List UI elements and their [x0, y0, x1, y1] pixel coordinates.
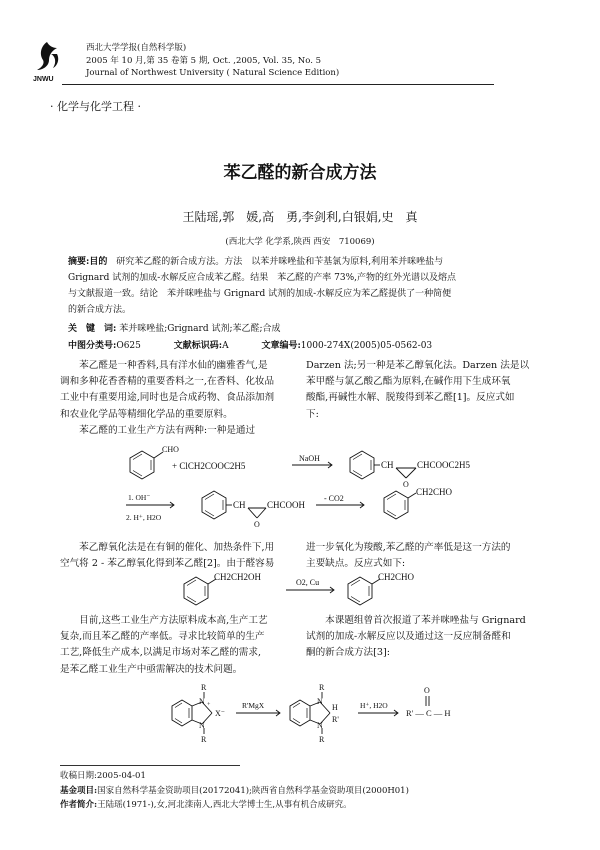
text-line: 目前,这些工业生产方法原料成本高,生产工艺 [60, 615, 268, 626]
scheme-benzimidazolium [130, 680, 470, 752]
author-line [60, 798, 550, 813]
section-label: · 化学与化学工程 · [50, 100, 141, 113]
scheme3-x-minus: X⁻ [215, 709, 225, 718]
abstract-line-3: 与文献报道一致。结论 苯并咪唑盐与 Grignard 试剂的加成-水解反应为苯乙醛提供了一种简便 [68, 289, 452, 299]
scheme-darzen [60, 440, 540, 540]
journal-line-2: 2005 年 10 月,第 35 卷第 5 期, Oct. ,2005, Vol. 35, No. 5 [86, 56, 322, 66]
scheme1-reagent: + ClCH2COOC2H5 [172, 461, 246, 471]
scheme1-prod1-ester: CHCOOC2H5 [417, 460, 471, 470]
author-text: 王陆瑶(1971-),女,河北滦南人,西北大学博士生,从事有机合成研究。 [97, 800, 352, 810]
text-line: 和农业化学品等精细化学品的重要原料。 [60, 408, 233, 420]
abstract-text-1: 研究苯乙醛的新合成方法。方法 以苯并咪唑盐和苄基氯为原料,利用苯并咪唑盐与 [116, 257, 444, 267]
scheme2-product: CH2CHO [378, 572, 415, 582]
scheme3-n-top-1: N [199, 697, 205, 706]
left-column-1 [60, 358, 298, 439]
right-column-3 [306, 613, 546, 662]
right-column-1 [306, 358, 546, 423]
text-line: 工业中有重要用途,同时也是合成药物、食品添加剂 [60, 392, 275, 404]
fund-text: 国家自然科学基金资助项目(20172041);陕西省自然科学基金资助项目(2000H01) [97, 785, 409, 796]
scheme1-naoh: NaOH [299, 454, 320, 463]
author-label: 作者简介: [60, 800, 98, 810]
scheme3-n-bot-2: N [317, 721, 323, 730]
logo-text: JNWU [33, 76, 54, 83]
scheme1-step1: 1. OH⁻ [128, 493, 151, 502]
scheme3-prod-r: R' — C — H [406, 708, 451, 718]
logo-emblem [33, 40, 63, 74]
journal-line-1: 西北大学学报(自然科学版) [86, 43, 187, 53]
abstract-line-1 [68, 254, 538, 270]
authors: 王陆瑶,郭 媛,高 勇,李剑利,白银娟,史 真 [182, 210, 418, 224]
scheme3-n-bot-1: N [199, 721, 205, 730]
footnote-rule [60, 765, 240, 766]
scheme1-o-1: O [403, 480, 409, 489]
abstract-line-4: 的新合成方法。 [68, 305, 132, 315]
article-no-value: 1000-274X(2005)05-0562-03 [300, 341, 433, 351]
fund-label: 基金项目: [60, 785, 98, 796]
doc-code-label: 文献标识码: [173, 341, 223, 351]
left-column-3 [60, 613, 298, 678]
journal-logo [33, 40, 63, 83]
header-rule [62, 84, 494, 85]
scheme3-hydrolysis: H⁺, H2O [360, 701, 388, 710]
abstract [68, 254, 538, 318]
scheme2-reagent: O2, Cu [296, 578, 320, 587]
scheme3-grignard: R'MgX [242, 701, 265, 710]
abstract-line-2: Grignard 试剂的加成-水解反应合成苯乙醛。结果 苯乙醛的产率 73%,产物的红外光谱以及熔点 [68, 273, 456, 283]
scheme3-r-top-1: R [201, 683, 207, 692]
abstract-label: 摘要:目的 [68, 257, 108, 267]
scheme1-prod1-ch: CH [381, 460, 394, 470]
text-line: 是苯乙醛工业生产中亟需解决的技术问题。 [60, 663, 243, 675]
fund-line [60, 784, 550, 799]
scheme3-r-bot-1: R [201, 735, 207, 744]
scheme1-prod2-acid: CHCOOH [267, 500, 306, 510]
text-line: 苯甲醛与氯乙酸乙酯为原料,在碱作用下生成环氧 [306, 376, 511, 388]
paper-title: 苯乙醛的新合成方法 [223, 163, 377, 183]
text-line: 主要缺点。反应式如下: [306, 558, 406, 570]
scheme3-r-top-2: R [319, 683, 325, 692]
text-line: 苯乙醇氧化法是在有铜的催化、加热条件下,用 [60, 542, 275, 553]
scheme1-cho: CHO [162, 445, 179, 454]
text-line: 下: [306, 408, 319, 420]
scheme3-r-prime: R' [332, 715, 339, 724]
scheme3-h: H [332, 703, 338, 712]
clc-value: O625 [116, 341, 141, 351]
scheme2-alcohol: CH2CH2OH [214, 572, 262, 582]
text-line: 进一步氧化为羧酸,苯乙醛的产率低是这一方法的 [306, 542, 511, 553]
text-line: 工艺,降低生产成本,以满足市场对苯乙醛的需求, [60, 647, 262, 659]
classification-row [68, 338, 432, 351]
scheme1-step2: 2. H⁺, H2O [126, 513, 162, 522]
clc-label: 中图分类号: [68, 341, 117, 351]
scheme3-r-bot-2: R [319, 735, 325, 744]
scheme1-decarb: - CO2 [324, 494, 344, 503]
journal-line-3: Journal of Northwest University ( Natural Science Edition) [86, 68, 340, 78]
text-line: Darzen 法;另一种是苯乙醇氧化法。Darzen 法是以 [306, 360, 530, 371]
keywords-text: 苯并咪唑盐;Grignard 试剂;苯乙醛;合成 [119, 324, 281, 334]
text-line: 酮的新合成方法[3]: [306, 647, 390, 659]
keywords-label: 关 键 词: [68, 324, 117, 334]
text-line: 苯乙醛是一种香料,具有洋水仙的幽雅香气,是 [60, 360, 268, 371]
doc-code-value: A [222, 341, 229, 351]
footnotes [60, 769, 550, 813]
text-line: 本课题组曾首次报道了苯并咪唑盐与 Grignard [306, 615, 526, 626]
received-date: 收稿日期:2005-04-01 [60, 771, 146, 781]
scheme1-final: CH2CHO [416, 487, 453, 497]
scheme3-prod-o: O [424, 686, 430, 695]
text-line: 酸酯,再碱性水解、脱羧得到苯乙醛[1]。反应式如 [306, 392, 515, 404]
scheme1-o-2: O [254, 520, 260, 529]
text-line: 复杂,而且苯乙醛的产率低。寻求比较简单的生产 [60, 631, 265, 643]
scheme3-n-top-2: N [317, 697, 323, 706]
keywords [68, 321, 281, 334]
scheme3-plus: + [207, 702, 211, 708]
text-line: 苯乙醛的工业生产方法有两种:一种是通过 [60, 424, 256, 436]
scheme1-prod2-ch: CH [233, 500, 246, 510]
text-line: 空气将 2 - 苯乙醇氧化得到苯乙醛[2]。由于醛容易 [60, 558, 275, 570]
text-line: 调和多种花香香精的重要香料之一,在香料、化妆品 [60, 376, 275, 388]
scheme-oxidation [150, 568, 450, 608]
affiliation: (西北大学 化学系,陕西 西安 710069) [225, 237, 375, 247]
article-no-label: 文章编号: [261, 341, 301, 351]
text-line: 试剂的加成-水解反应以及通过这一反应制备醛和 [306, 631, 511, 643]
